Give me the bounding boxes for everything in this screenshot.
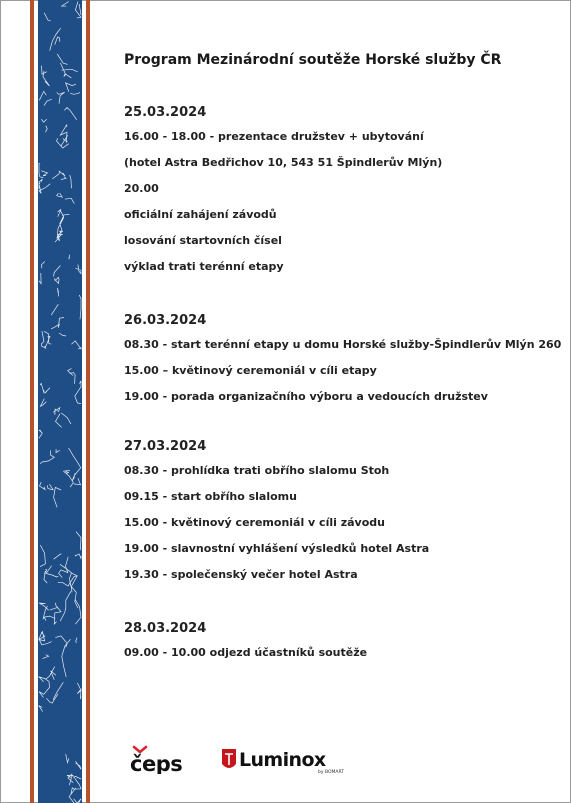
luminox-logo-icon	[220, 746, 380, 774]
schedule-item: 09.15 - start obřího slalomu	[124, 490, 297, 503]
page-title: Program Mezinárodní soutěže Horské služby ČR	[124, 52, 502, 68]
day-section-2	[124, 312, 562, 416]
schedule-item: 15.00 – květinový ceremoniál v cíli etapy	[124, 364, 377, 377]
schedule-item: 09.00 - 10.00 odjezd účastníků soutěže	[124, 646, 368, 659]
day-date: 26.03.2024	[124, 313, 207, 328]
schedule-item: (hotel Astra Bedřichov 10, 543 51 Špindlerův Mlýn)	[124, 156, 443, 169]
schedule-item: 19.00 - slavnostní vyhlášení výsledků hotel Astra	[124, 542, 430, 555]
sponsor-logos	[128, 744, 388, 776]
schedule-item: 19.00 - porada organizačního výboru a vedoucích družstev	[124, 390, 488, 403]
schedule-item: výklad trati terénní etapy	[124, 260, 284, 273]
day-section-3	[124, 438, 554, 594]
schedule-item: 20.00	[124, 182, 159, 195]
luminox-logo-text: Luminox	[239, 749, 326, 771]
day-section-4	[124, 620, 554, 672]
luminox-logo-subtext: by BOMART	[318, 770, 345, 774]
day-date: 28.03.2024	[124, 621, 207, 636]
schedule-item: oficiální zahájení závodů	[124, 208, 277, 221]
ceps-logo-text: čeps	[130, 752, 183, 774]
schedule-item: 15.00 - květinový ceremoniál v cíli závodu	[124, 516, 385, 529]
decorative-side-band	[26, 0, 96, 803]
day-date: 27.03.2024	[124, 439, 207, 454]
day-section-1	[124, 104, 554, 286]
schedule-item: 19.30 - společenský večer hotel Astra	[124, 568, 358, 581]
schedule-item: 08.30 - start terénní etapy u domu Horské služby-Špindlerův Mlýn 260	[124, 338, 562, 351]
schedule-item: 08.30 - prohlídka trati obřího slalomu Stoh	[124, 464, 390, 477]
ceps-logo-icon	[128, 744, 190, 774]
schedule-item: losování startovních čísel	[124, 234, 282, 247]
schedule-item: 16.00 - 18.00 - prezentace družstev + ubytování	[124, 130, 424, 143]
day-date: 25.03.2024	[124, 105, 207, 120]
